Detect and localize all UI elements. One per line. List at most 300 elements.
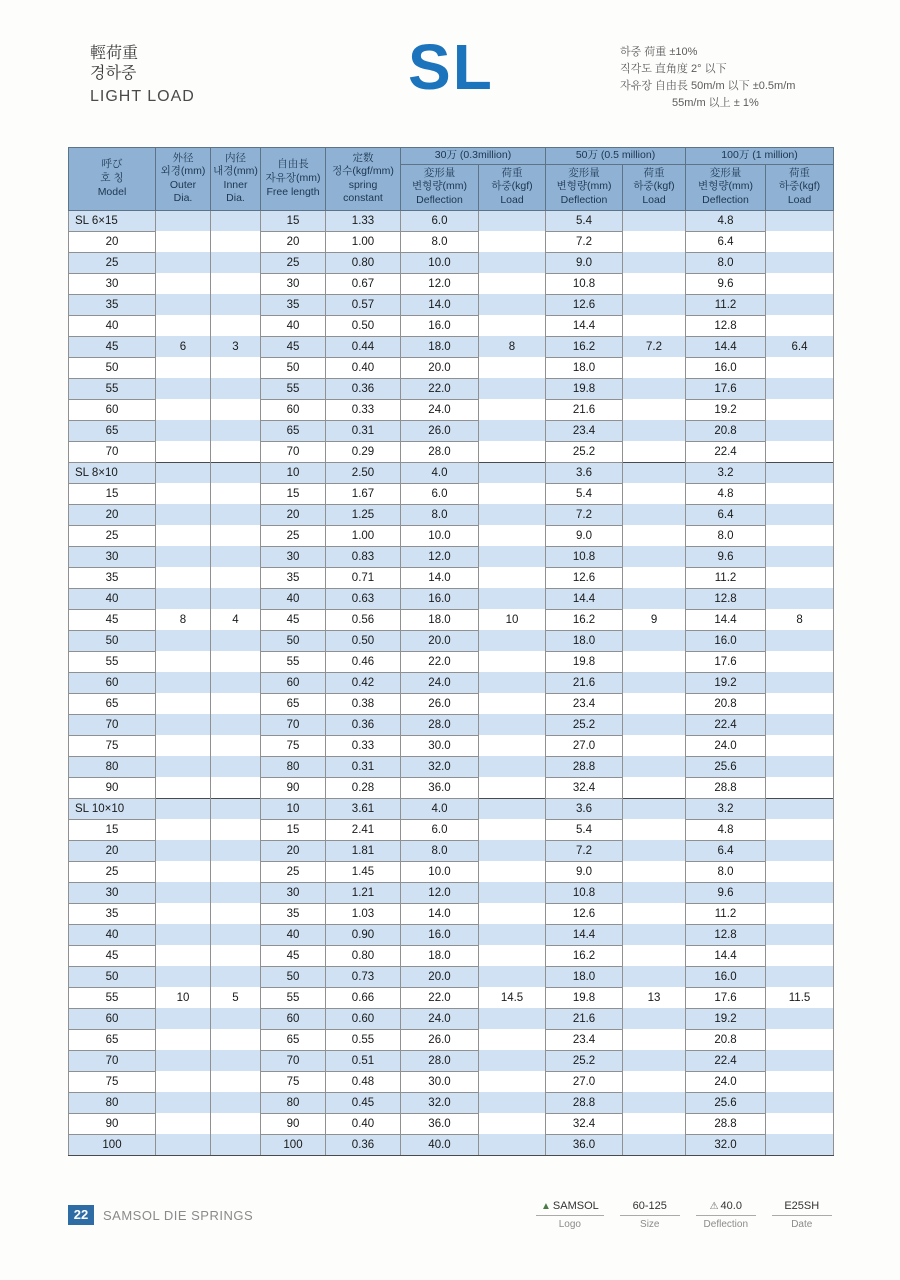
free-length-cell: 35 [261, 903, 326, 924]
model-cell: 25 [69, 525, 156, 546]
deflection-100-cell: 19.2 [686, 399, 766, 420]
inner-dia-cell [211, 945, 261, 966]
deflection-100-cell: 14.4 [686, 945, 766, 966]
free-length-cell: 70 [261, 441, 326, 462]
load-30-cell [479, 1008, 546, 1029]
model-cell: 90 [69, 777, 156, 798]
deflection-100-cell: 17.6 [686, 378, 766, 399]
header-group-100: 100万 (1 million) [686, 148, 834, 165]
model-cell: 35 [69, 294, 156, 315]
load-30-cell [479, 483, 546, 504]
load-100-cell [766, 735, 834, 756]
load-100-cell [766, 882, 834, 903]
inner-dia-cell [211, 210, 261, 231]
model-cell: 65 [69, 693, 156, 714]
free-length-cell: 90 [261, 1113, 326, 1134]
inner-dia-cell [211, 777, 261, 798]
deflection-100-cell: 11.2 [686, 567, 766, 588]
spring-constant-cell: 0.33 [326, 399, 401, 420]
load-50-cell [623, 252, 686, 273]
load-50-cell [623, 966, 686, 987]
inner-dia-cell [211, 462, 261, 483]
load-100-cell [766, 672, 834, 693]
spring-constant-cell: 0.51 [326, 1050, 401, 1071]
spring-table [68, 147, 834, 1156]
load-50-cell [623, 462, 686, 483]
deflection-100-cell: 12.8 [686, 315, 766, 336]
spring-constant-cell: 0.31 [326, 420, 401, 441]
model-cell: 55 [69, 651, 156, 672]
deflection-100-cell: 6.4 [686, 840, 766, 861]
inner-dia-cell [211, 588, 261, 609]
outer-dia-cell [156, 672, 211, 693]
deflection-50-cell: 19.8 [546, 987, 623, 1008]
free-length-cell: 55 [261, 651, 326, 672]
inner-dia-cell [211, 1092, 261, 1113]
deflection-30-cell: 32.0 [401, 756, 479, 777]
deflection-30-cell: 6.0 [401, 819, 479, 840]
free-length-cell: 80 [261, 1092, 326, 1113]
inner-dia-cell [211, 756, 261, 777]
deflection-30-cell: 32.0 [401, 1092, 479, 1113]
load-100-cell [766, 483, 834, 504]
table-row [69, 672, 834, 693]
spring-constant-cell: 1.03 [326, 903, 401, 924]
inner-dia-cell [211, 903, 261, 924]
inner-dia-cell [211, 672, 261, 693]
free-length-cell: 70 [261, 1050, 326, 1071]
spring-constant-cell: 1.21 [326, 882, 401, 903]
model-cell: 90 [69, 1113, 156, 1134]
deflection-30-cell: 6.0 [401, 210, 479, 231]
outer-dia-cell: 10 [156, 987, 211, 1008]
spring-constant-cell: 1.45 [326, 861, 401, 882]
load-50-cell [623, 294, 686, 315]
header-free-length: 自由長 자유장(mm) Free length [261, 148, 326, 211]
deflection-100-cell: 11.2 [686, 294, 766, 315]
deflection-30-cell: 36.0 [401, 1113, 479, 1134]
spring-table-body [69, 210, 834, 1155]
load-50-cell [623, 210, 686, 231]
load-50-cell [623, 483, 686, 504]
outer-dia-cell [156, 1071, 211, 1092]
load-30-cell: 8 [479, 336, 546, 357]
model-cell: 60 [69, 672, 156, 693]
table-row [69, 651, 834, 672]
header-deflection-100: 変形量 변형량(mm) Deflection [686, 164, 766, 210]
load-100-cell [766, 1029, 834, 1050]
deflection-50-cell: 23.4 [546, 1029, 623, 1050]
table-row [69, 735, 834, 756]
spring-constant-cell: 0.63 [326, 588, 401, 609]
load-100-cell [766, 1134, 834, 1155]
deflection-50-cell: 7.2 [546, 504, 623, 525]
spring-constant-cell: 0.40 [326, 357, 401, 378]
outer-dia-cell [156, 567, 211, 588]
deflection-100-cell: 16.0 [686, 357, 766, 378]
deflection-50-cell: 19.8 [546, 651, 623, 672]
outer-dia-cell [156, 252, 211, 273]
deflection-30-cell: 10.0 [401, 252, 479, 273]
deflection-100-cell: 16.0 [686, 966, 766, 987]
table-row [69, 1134, 834, 1155]
load-30-cell [479, 588, 546, 609]
header-inner-dia: 内径 내경(mm) Inner Dia. [211, 148, 261, 211]
outer-dia-cell [156, 651, 211, 672]
model-cell: 30 [69, 882, 156, 903]
load-50-cell: 13 [623, 987, 686, 1008]
free-length-cell: 20 [261, 504, 326, 525]
deflection-50-cell: 21.6 [546, 399, 623, 420]
note-line: 55m/m 以上 ± 1% [672, 97, 759, 109]
load-50-cell [623, 357, 686, 378]
deflection-50-cell: 12.6 [546, 567, 623, 588]
deflection-30-cell: 22.0 [401, 378, 479, 399]
load-100-cell [766, 945, 834, 966]
deflection-50-cell: 16.2 [546, 945, 623, 966]
model-cell: 35 [69, 903, 156, 924]
deflection-50-cell: 10.8 [546, 882, 623, 903]
inner-dia-cell [211, 1050, 261, 1071]
deflection-30-cell: 20.0 [401, 966, 479, 987]
outer-dia-cell [156, 693, 211, 714]
deflection-30-cell: 12.0 [401, 882, 479, 903]
spring-constant-cell: 0.36 [326, 378, 401, 399]
table-row [69, 882, 834, 903]
legend-size-label: Size [640, 1219, 660, 1230]
free-length-cell: 90 [261, 777, 326, 798]
legend-item-date [772, 1198, 832, 1230]
load-50-cell [623, 903, 686, 924]
model-cell: 65 [69, 420, 156, 441]
outer-dia-cell [156, 1008, 211, 1029]
free-length-cell: 100 [261, 1134, 326, 1155]
load-100-cell [766, 315, 834, 336]
deflection-100-cell: 24.0 [686, 735, 766, 756]
legend-logo-label: Logo [558, 1219, 581, 1230]
spring-constant-cell: 0.50 [326, 630, 401, 651]
inner-dia-cell [211, 273, 261, 294]
inner-dia-cell [211, 1008, 261, 1029]
inner-dia-cell [211, 924, 261, 945]
table-row [69, 1071, 834, 1092]
load-30-cell: 14.5 [479, 987, 546, 1008]
deflection-100-cell: 14.4 [686, 336, 766, 357]
deflection-100-cell: 4.8 [686, 483, 766, 504]
free-length-cell: 20 [261, 840, 326, 861]
spring-constant-cell: 0.50 [326, 315, 401, 336]
outer-dia-cell [156, 1050, 211, 1071]
load-100-cell [766, 1008, 834, 1029]
load-30-cell [479, 420, 546, 441]
deflection-30-cell: 8.0 [401, 504, 479, 525]
model-cell: 60 [69, 399, 156, 420]
free-length-cell: 75 [261, 1071, 326, 1092]
spring-constant-cell: 0.80 [326, 252, 401, 273]
deflection-30-cell: 30.0 [401, 735, 479, 756]
deflection-50-cell: 10.8 [546, 273, 623, 294]
load-30-cell [479, 252, 546, 273]
deflection-50-cell: 9.0 [546, 252, 623, 273]
deflection-30-cell: 28.0 [401, 714, 479, 735]
spring-constant-cell: 0.45 [326, 1092, 401, 1113]
note-line: 하중 荷重 ±10% [620, 46, 698, 58]
outer-dia-cell [156, 483, 211, 504]
load-30-cell [479, 567, 546, 588]
outer-dia-cell [156, 210, 211, 231]
deflection-50-cell: 16.2 [546, 336, 623, 357]
model-cell: 40 [69, 588, 156, 609]
outer-dia-cell [156, 966, 211, 987]
spring-constant-cell: 0.48 [326, 1071, 401, 1092]
inner-dia-cell [211, 252, 261, 273]
outer-dia-cell [156, 756, 211, 777]
outer-dia-cell: 6 [156, 336, 211, 357]
deflection-50-cell: 32.4 [546, 1113, 623, 1134]
deflection-30-cell: 18.0 [401, 945, 479, 966]
deflection-50-cell: 5.4 [546, 819, 623, 840]
deflection-100-cell: 6.4 [686, 504, 766, 525]
table-row [69, 1113, 834, 1134]
deflection-100-cell: 3.2 [686, 462, 766, 483]
model-cell: SL 8×10 [69, 462, 156, 483]
outer-dia-cell [156, 945, 211, 966]
legend-deflection-label: Deflection [703, 1219, 748, 1230]
load-100-cell [766, 378, 834, 399]
deflection-50-cell: 12.6 [546, 294, 623, 315]
free-length-cell: 30 [261, 546, 326, 567]
outer-dia-cell [156, 420, 211, 441]
deflection-100-cell: 8.0 [686, 252, 766, 273]
model-cell: 35 [69, 567, 156, 588]
load-50-cell [623, 945, 686, 966]
spring-constant-cell: 0.73 [326, 966, 401, 987]
load-30-cell [479, 819, 546, 840]
load-50-cell [623, 1050, 686, 1071]
load-100-cell [766, 588, 834, 609]
load-50-cell [623, 399, 686, 420]
load-50-cell [623, 1029, 686, 1050]
outer-dia-cell [156, 861, 211, 882]
load-30-cell [479, 210, 546, 231]
spring-constant-cell: 0.55 [326, 1029, 401, 1050]
deflection-100-cell: 8.0 [686, 861, 766, 882]
spring-constant-cell: 0.44 [326, 336, 401, 357]
load-30-cell [479, 1134, 546, 1155]
free-length-cell: 65 [261, 693, 326, 714]
inner-dia-cell [211, 231, 261, 252]
warning-triangle-icon: ⚠ [709, 1201, 719, 1212]
load-50-cell [623, 378, 686, 399]
table-row [69, 987, 834, 1008]
deflection-30-cell: 22.0 [401, 651, 479, 672]
model-cell: 20 [69, 504, 156, 525]
load-100-cell: 11.5 [766, 987, 834, 1008]
deflection-30-cell: 14.0 [401, 294, 479, 315]
spring-constant-cell: 0.42 [326, 672, 401, 693]
table-row [69, 588, 834, 609]
deflection-50-cell: 19.8 [546, 378, 623, 399]
spring-constant-cell: 0.36 [326, 1134, 401, 1155]
deflection-30-cell: 4.0 [401, 798, 479, 819]
header-load-100: 荷重 하중(kgf) Load [766, 164, 834, 210]
table-row [69, 546, 834, 567]
load-100-cell [766, 819, 834, 840]
free-length-cell: 50 [261, 966, 326, 987]
model-cell: 50 [69, 630, 156, 651]
deflection-100-cell: 25.6 [686, 1092, 766, 1113]
inner-dia-cell: 4 [211, 609, 261, 630]
load-100-cell [766, 630, 834, 651]
table-row [69, 525, 834, 546]
model-cell: 15 [69, 483, 156, 504]
spring-constant-cell: 1.25 [326, 504, 401, 525]
model-cell: 65 [69, 1029, 156, 1050]
free-length-cell: 35 [261, 567, 326, 588]
deflection-100-cell: 20.8 [686, 693, 766, 714]
deflection-50-cell: 3.6 [546, 798, 623, 819]
deflection-30-cell: 20.0 [401, 630, 479, 651]
table-row [69, 336, 834, 357]
table-row [69, 945, 834, 966]
spring-table-header [69, 148, 834, 211]
load-50-cell [623, 525, 686, 546]
table-row [69, 399, 834, 420]
free-length-cell: 25 [261, 525, 326, 546]
deflection-50-cell: 36.0 [546, 1134, 623, 1155]
header-spring-constant: 定数 정수(kgf/mm) spring constant [326, 148, 401, 211]
note-line: 자유장 自由長 50m/m 以下 ±0.5m/m [620, 80, 796, 92]
spring-constant-cell: 0.28 [326, 777, 401, 798]
table-row [69, 462, 834, 483]
inner-dia-cell: 3 [211, 336, 261, 357]
deflection-100-cell: 19.2 [686, 672, 766, 693]
model-cell: 60 [69, 1008, 156, 1029]
deflection-50-cell: 21.6 [546, 672, 623, 693]
legend-item-logo [536, 1198, 604, 1230]
model-cell: 45 [69, 336, 156, 357]
load-50-cell [623, 231, 686, 252]
inner-dia-cell [211, 819, 261, 840]
spring-table-wrap [68, 147, 834, 1156]
outer-dia-cell [156, 462, 211, 483]
model-cell: 50 [69, 357, 156, 378]
load-50-cell [623, 756, 686, 777]
free-length-cell: 55 [261, 987, 326, 1008]
model-cell: SL 10×10 [69, 798, 156, 819]
inner-dia-cell [211, 840, 261, 861]
deflection-30-cell: 24.0 [401, 672, 479, 693]
load-50-cell [623, 714, 686, 735]
model-cell: 25 [69, 861, 156, 882]
outer-dia-cell [156, 903, 211, 924]
deflection-100-cell: 25.6 [686, 756, 766, 777]
table-row [69, 294, 834, 315]
table-row [69, 1050, 834, 1071]
load-100-cell [766, 1071, 834, 1092]
legend-item-size [620, 1198, 680, 1230]
load-30-cell [479, 546, 546, 567]
model-cell: 45 [69, 945, 156, 966]
load-30-cell [479, 903, 546, 924]
deflection-50-cell: 5.4 [546, 483, 623, 504]
load-100-cell [766, 504, 834, 525]
deflection-50-cell: 28.8 [546, 1092, 623, 1113]
deflection-50-cell: 3.6 [546, 462, 623, 483]
inner-dia-cell [211, 483, 261, 504]
deflection-50-cell: 23.4 [546, 693, 623, 714]
deflection-100-cell: 17.6 [686, 651, 766, 672]
deflection-50-cell: 32.4 [546, 777, 623, 798]
spring-constant-cell: 0.83 [326, 546, 401, 567]
model-cell: 100 [69, 1134, 156, 1155]
header-group-30: 30万 (0.3million) [401, 148, 546, 165]
deflection-30-cell: 18.0 [401, 336, 479, 357]
deflection-100-cell: 4.8 [686, 819, 766, 840]
inner-dia-cell [211, 966, 261, 987]
load-100-cell [766, 1050, 834, 1071]
load-50-cell [623, 672, 686, 693]
deflection-30-cell: 12.0 [401, 273, 479, 294]
spring-constant-cell: 2.50 [326, 462, 401, 483]
deflection-30-cell: 26.0 [401, 1029, 479, 1050]
inner-dia-cell [211, 651, 261, 672]
load-100-cell [766, 462, 834, 483]
deflection-30-cell: 16.0 [401, 924, 479, 945]
deflection-100-cell: 8.0 [686, 525, 766, 546]
outer-dia-cell [156, 924, 211, 945]
deflection-50-cell: 18.0 [546, 966, 623, 987]
load-100-cell [766, 1092, 834, 1113]
spring-constant-cell: 0.60 [326, 1008, 401, 1029]
load-50-cell [623, 504, 686, 525]
deflection-30-cell: 36.0 [401, 777, 479, 798]
load-30-cell [479, 1071, 546, 1092]
inner-dia-cell [211, 1113, 261, 1134]
model-cell: 80 [69, 1092, 156, 1113]
load-100-cell [766, 861, 834, 882]
deflection-50-cell: 14.4 [546, 924, 623, 945]
free-length-cell: 15 [261, 210, 326, 231]
outer-dia-cell [156, 819, 211, 840]
spring-constant-cell: 0.67 [326, 273, 401, 294]
table-row [69, 315, 834, 336]
outer-dia-cell [156, 588, 211, 609]
spring-constant-cell: 0.29 [326, 441, 401, 462]
spring-constant-cell: 1.00 [326, 231, 401, 252]
legend-date-label: Date [791, 1219, 813, 1230]
load-30-cell [479, 651, 546, 672]
tolerance-notes [620, 44, 795, 112]
load-50-cell [623, 1071, 686, 1092]
free-length-cell: 15 [261, 483, 326, 504]
outer-dia-cell [156, 399, 211, 420]
deflection-100-cell: 22.4 [686, 441, 766, 462]
deflection-30-cell: 10.0 [401, 861, 479, 882]
samsol-logo-icon: ▲ [541, 1201, 551, 1212]
load-30-cell [479, 966, 546, 987]
deflection-100-cell: 6.4 [686, 231, 766, 252]
load-100-cell [766, 252, 834, 273]
free-length-cell: 10 [261, 462, 326, 483]
spring-constant-cell: 0.80 [326, 945, 401, 966]
deflection-100-cell: 22.4 [686, 1050, 766, 1071]
load-30-cell [479, 1050, 546, 1071]
deflection-50-cell: 23.4 [546, 420, 623, 441]
model-cell: SL 6×15 [69, 210, 156, 231]
model-cell: 55 [69, 378, 156, 399]
free-length-cell: 60 [261, 1008, 326, 1029]
